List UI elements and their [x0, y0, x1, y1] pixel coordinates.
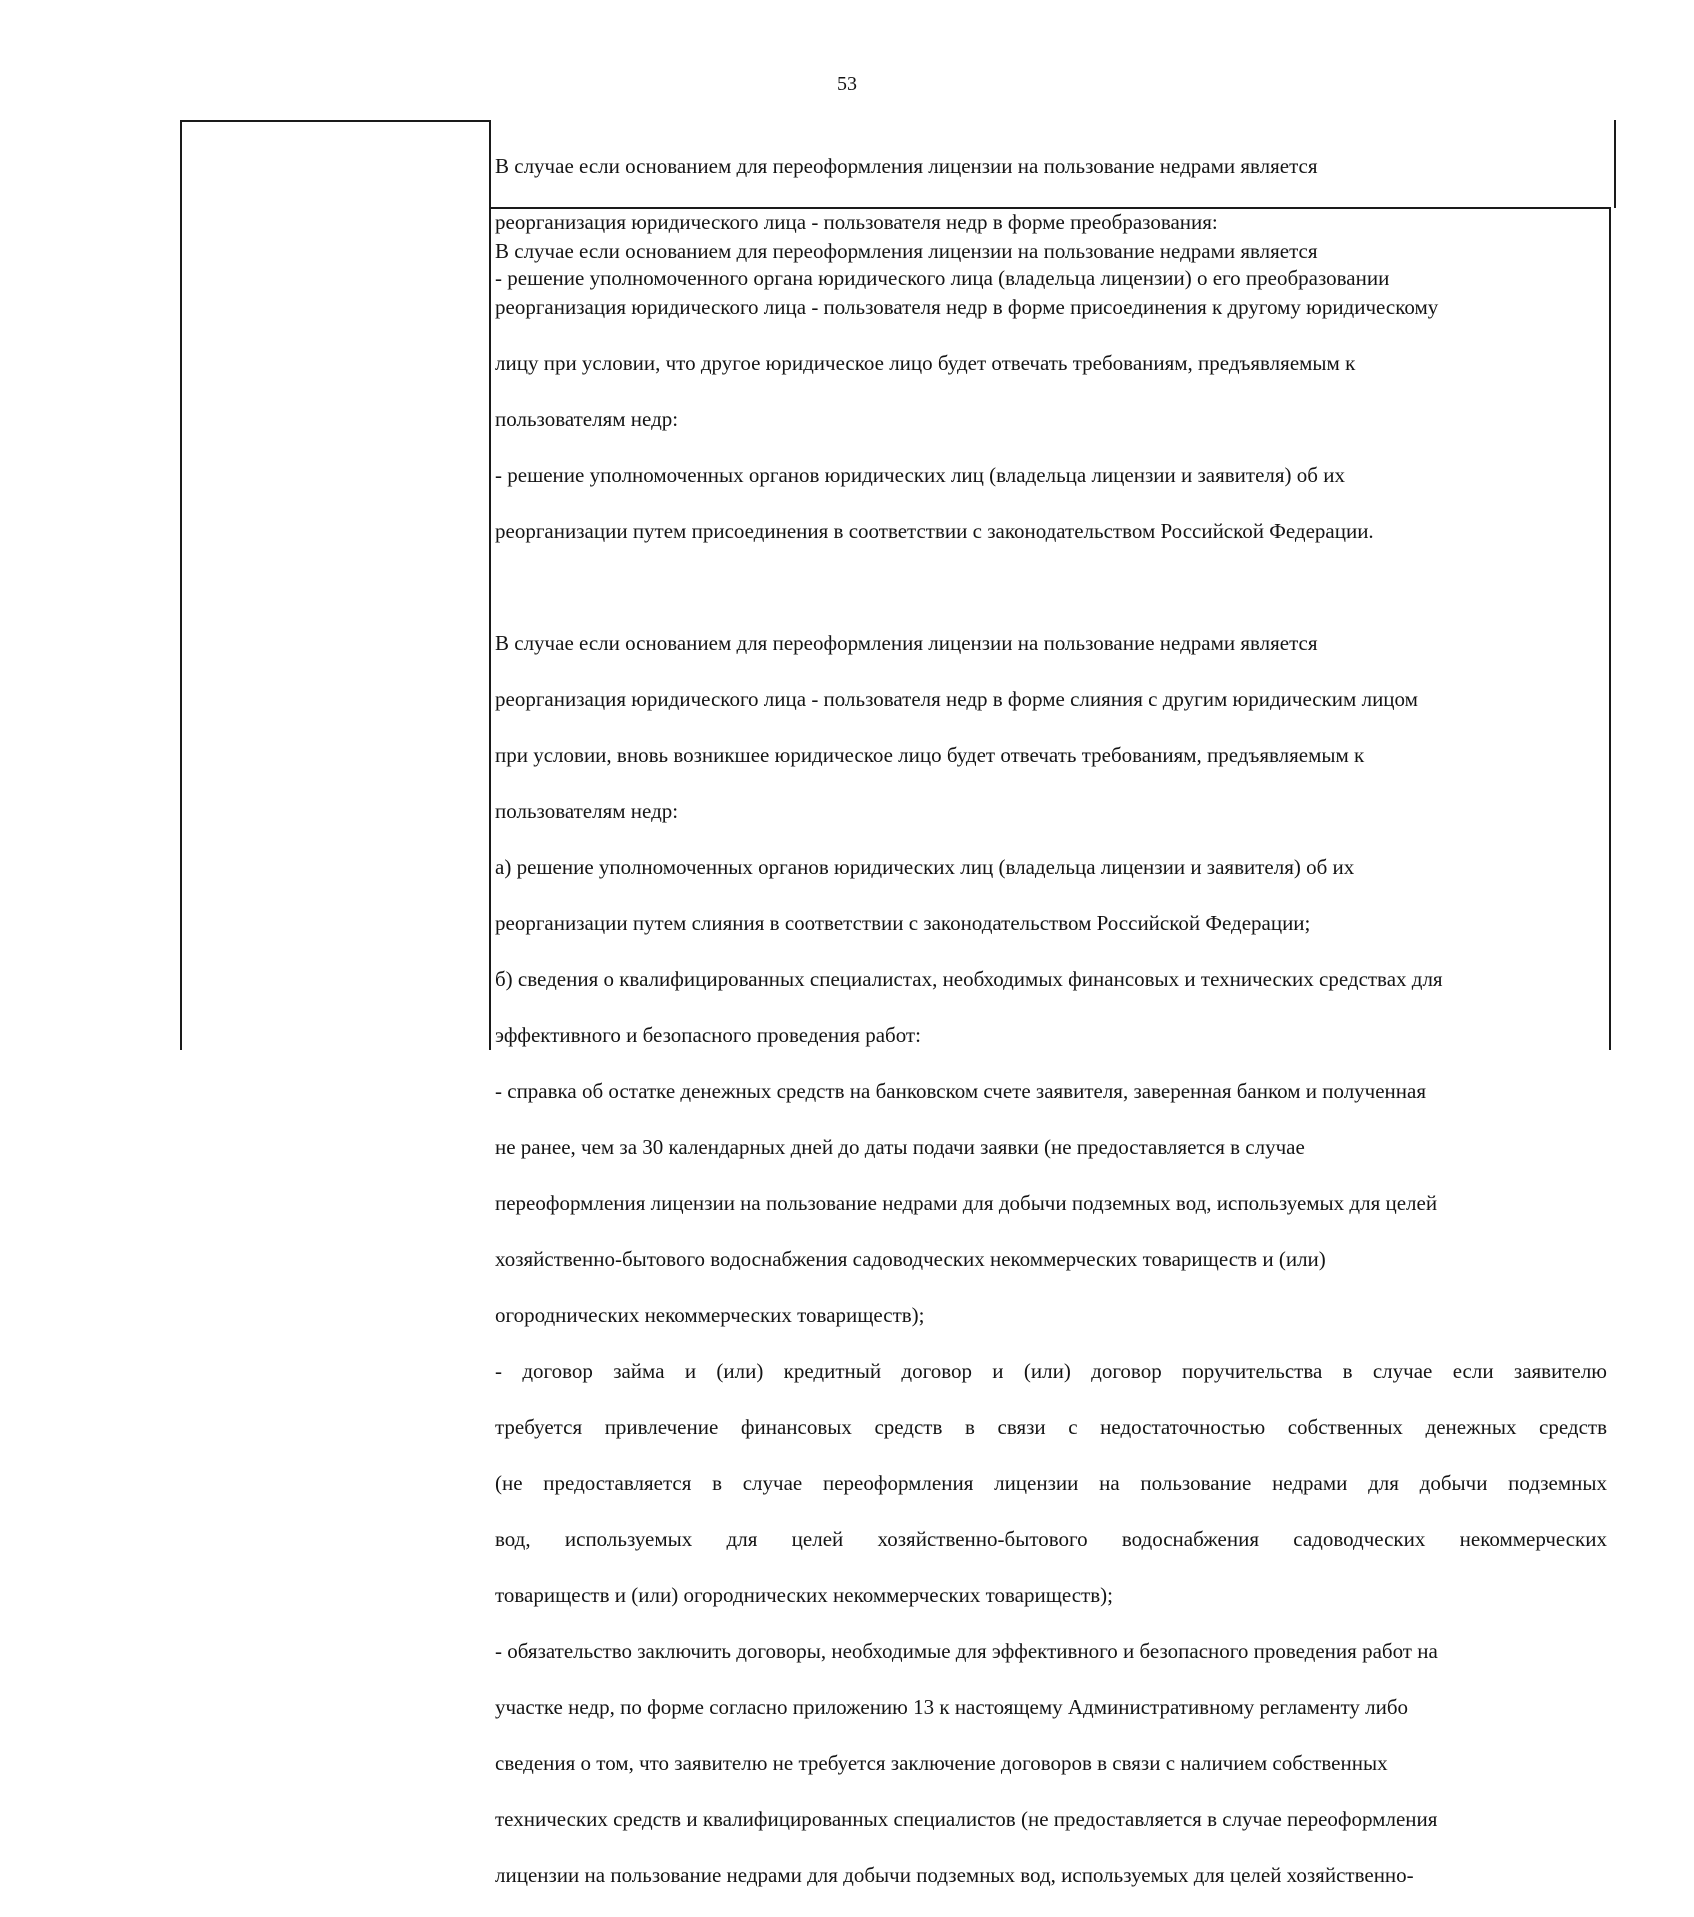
table-left-border [180, 120, 182, 1050]
text-line: В случае если основанием для переоформления лицензии на пользование недрами является [495, 631, 1318, 655]
text-line: реорганизация юридического лица - пользователя недр в форме преобразования: [495, 210, 1218, 234]
text-line: (не предоставляется в случае переоформления лицензии на пользование недрами для добычи подземных [495, 1471, 1607, 1495]
text-line: пользователям недр: [495, 799, 679, 823]
text-line: - обязательство заключить договоры, необходимые для эффективного и безопасного проведения работ на [495, 1639, 1438, 1663]
table-top-border-left-cell [180, 120, 490, 122]
text-line: реорганизации путем присоединения в соответствии с законодательством Российской Федерации. [495, 519, 1374, 543]
text-line: В случае если основанием для переоформления лицензии на пользование недрами является [495, 154, 1318, 178]
text-line: реорганизация юридического лица - пользователя недр в форме слияния с другим юридическим лицом [495, 687, 1418, 711]
text-line: - справка об остатке денежных средств на банковском счете заявителя, заверенная банком и полученная [495, 1079, 1427, 1103]
text-line: б) сведения о квалифицированных специалистах, необходимых финансовых и технических средствах для [495, 967, 1443, 991]
text-line: при условии, вновь возникшее юридическое лицо будет отвечать требованиям, предъявляемым к [495, 743, 1365, 767]
table-row-2-text [495, 209, 1607, 1917]
table-column-divider [489, 120, 491, 1050]
table-right-border-row1 [1614, 120, 1616, 208]
table-right-border-row2 [1609, 208, 1611, 1050]
text-line: переоформления лицензии на пользование недрами для добычи подземных вод, используемых для целей [495, 1191, 1438, 1215]
text-line: - решение уполномоченных органов юридических лиц (владельца лицензии и заявителя) об их [495, 463, 1345, 487]
page-number: 53 [837, 73, 857, 95]
text-line: не ранее, чем за 30 календарных дней до даты подачи заявки (не предоставляется в случае [495, 1135, 1305, 1159]
text-line: - решение уполномоченного органа юридического лица (владельца лицензии) о его преобразовании [495, 266, 1390, 290]
paragraph-spacer [495, 573, 1607, 601]
text-line: вод, используемых для целей хозяйственно-бытового водоснабжения садоводческих некоммерческих [495, 1527, 1607, 1551]
text-line: реорганизация юридического лица - пользователя недр в форме присоединения к другому юридическому [495, 295, 1439, 319]
text-line: В случае если основанием для переоформления лицензии на пользование недрами является [495, 239, 1318, 263]
text-line: пользователям недр: [495, 407, 679, 431]
text-line: участке недр, по форме согласно приложению 13 к настоящему Административному регламенту либо [495, 1695, 1409, 1719]
text-line: товариществ и (или) огороднических некоммерческих товариществ); [495, 1583, 1113, 1607]
text-line: хозяйственно-бытового водоснабжения садоводческих некоммерческих товариществ и (или) [495, 1247, 1326, 1271]
text-line: реорганизации путем слияния в соответствии с законодательством Российской Федерации; [495, 911, 1311, 935]
text-line: технических средств и квалифицированных специалистов (не предоставляется в случае переоформления [495, 1807, 1438, 1831]
text-line: лицу при условии, что другое юридическое лицо будет отвечать требованиям, предъявляемым к [495, 351, 1356, 375]
text-line: а) решение уполномоченных органов юридических лиц (владельца лицензии и заявителя) об их [495, 855, 1355, 879]
text-line: эффективного и безопасного проведения работ: [495, 1023, 921, 1047]
text-line: огороднических некоммерческих товариществ); [495, 1303, 925, 1327]
text-line: - договор займа и (или) кредитный договор и (или) договор поручительства в случае если заявителю [495, 1359, 1607, 1383]
text-line: требуется привлечение финансовых средств в связи с недостаточностью собственных денежных средств [495, 1415, 1607, 1439]
text-line: лицензии на пользование недрами для добычи подземных вод, используемых для целей хозяйственно- [495, 1863, 1414, 1887]
text-line: сведения о том, что заявителю не требуется заключение договоров в связи с наличием собственных [495, 1751, 1388, 1775]
